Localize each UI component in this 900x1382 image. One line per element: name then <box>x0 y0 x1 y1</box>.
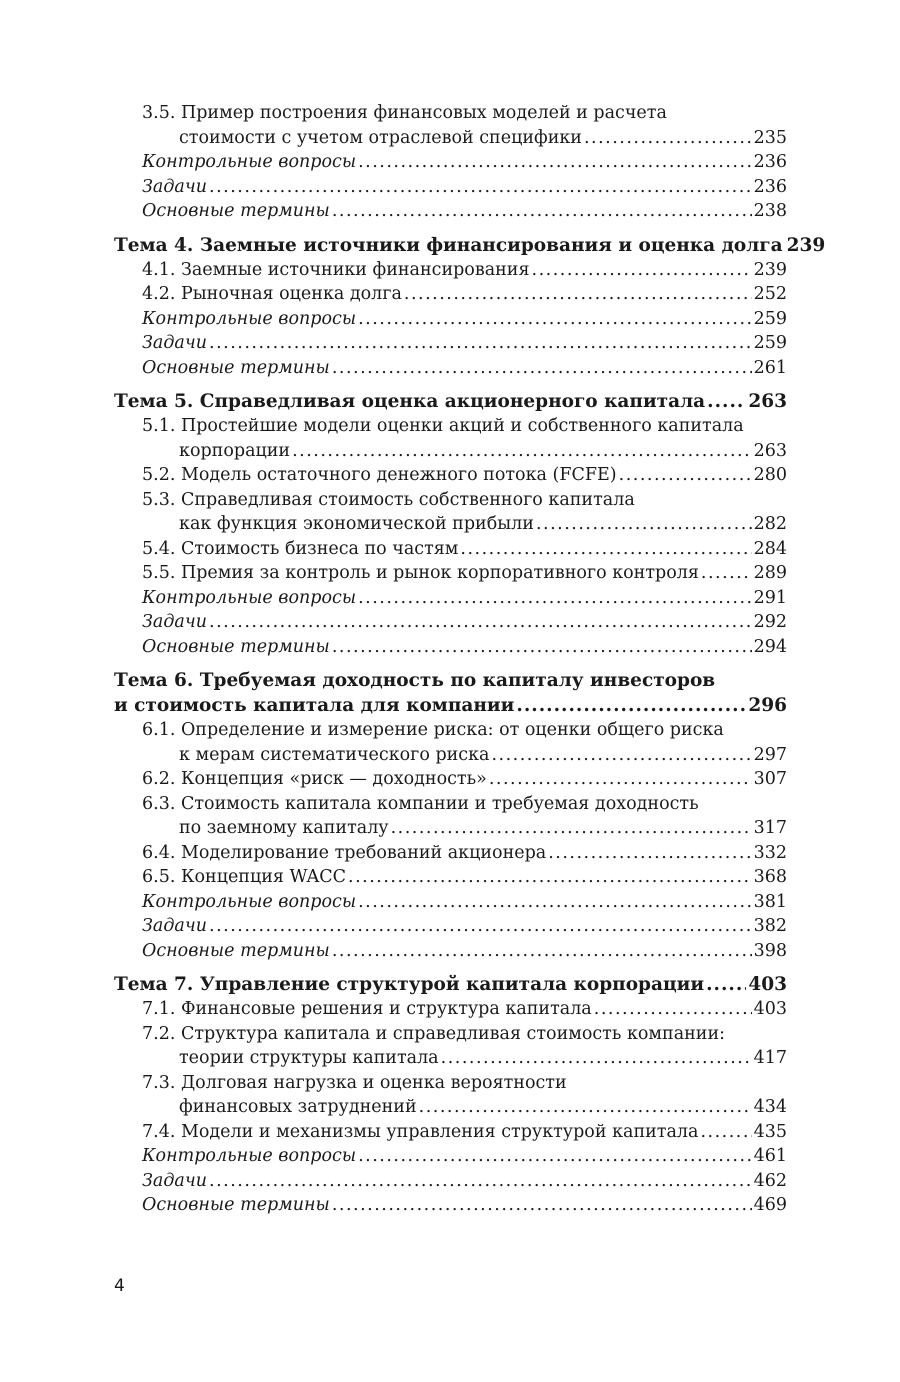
toc-entry-label: 4.1. Заемные источники финансирования <box>142 259 530 280</box>
toc-entry-label: теории структуры капитала <box>179 1048 439 1068</box>
toc-entry-label: Основные термины <box>142 201 330 221</box>
toc-entry-4-1 <box>114 258 787 283</box>
toc-entry-label: Задачи <box>142 612 208 632</box>
toc-topic-label: и стоимость капитала для компании <box>114 695 515 716</box>
toc-page-number: 239 <box>753 259 787 280</box>
toc-page-number: 289 <box>753 563 787 583</box>
toc-entry-5-1 <box>114 414 787 439</box>
leader-dots <box>358 890 752 915</box>
toc-entry-label: 7.2. Структура капитала и справедливая стоимость компании: <box>142 1023 726 1044</box>
leader-dots <box>209 610 752 635</box>
toc-entry-label: Контрольные вопросы <box>142 308 357 329</box>
leader-dots <box>707 389 746 414</box>
toc-entry-tasks <box>114 610 787 635</box>
toc-entry-label: Контрольные вопросы <box>142 152 357 172</box>
toc-page-number: 382 <box>753 916 787 936</box>
toc-entry-control-questions <box>114 150 787 175</box>
toc-page-number: 252 <box>753 284 787 304</box>
toc-entry-label: как функция экономической прибыли <box>179 514 534 534</box>
toc-entry-label: 5.4. Стоимость бизнеса по частям <box>142 538 459 559</box>
toc-entry-key-terms <box>114 356 787 381</box>
toc-entry-label: 5.3. Справедливая стоимость собственного капитала <box>142 489 635 510</box>
leader-dots <box>419 1095 752 1120</box>
toc-page-number: 434 <box>753 1097 787 1117</box>
page-number: 4 <box>114 1276 125 1296</box>
toc-page-number: 280 <box>753 465 787 485</box>
toc-entry-label: 7.4. Модели и механизмы управления структурой капитала <box>142 1121 699 1142</box>
toc-entry-5-1-cont <box>114 439 787 464</box>
toc-topic-label: Тема 4. Заемные источники финансирования и оценка долга <box>114 234 783 256</box>
leader-dots <box>584 126 752 151</box>
toc-entry-label: стоимости с учетом отраслевой специфики <box>179 127 582 148</box>
toc-page-number: 236 <box>753 176 787 197</box>
toc-entry-label: Основные термины <box>142 940 330 961</box>
leader-dots <box>332 1193 752 1218</box>
toc-entry-key-terms <box>114 199 787 224</box>
toc-page-number: 296 <box>748 695 787 716</box>
toc-page-number: 461 <box>753 1146 787 1166</box>
toc-entry-5-2 <box>114 463 787 488</box>
toc-entry-label: Задачи <box>142 916 208 936</box>
toc-page-number: 403 <box>753 999 787 1019</box>
toc-page-number: 317 <box>753 818 787 838</box>
leader-dots <box>548 841 751 866</box>
toc-entry-tasks <box>114 331 787 356</box>
toc-page-number: 259 <box>753 333 787 353</box>
toc-entry-label: 3.5. Пример построения финансовых моделей и расчета <box>142 103 667 123</box>
toc-page-number: 435 <box>753 1121 787 1142</box>
leader-dots <box>332 199 752 224</box>
leader-dots <box>706 972 746 997</box>
leader-dots <box>619 463 752 488</box>
toc-entry-label: по заемному капиталу <box>179 818 389 838</box>
toc-page-number: 261 <box>753 357 787 378</box>
toc-entry-7-2 <box>114 1022 787 1047</box>
toc-entry-label: Основные термины <box>142 1195 330 1215</box>
toc-entry-key-terms <box>114 1193 787 1218</box>
toc-page-number: 284 <box>753 538 787 559</box>
toc-page-number: 417 <box>753 1048 787 1068</box>
leader-dots <box>358 1144 752 1169</box>
toc-page-number: 462 <box>753 1170 787 1191</box>
leader-dots <box>460 537 751 562</box>
toc-page-number: 469 <box>753 1195 787 1215</box>
leader-dots <box>516 693 746 718</box>
toc-entry-label: Задачи <box>142 333 208 353</box>
toc-entry-7-1 <box>114 997 787 1022</box>
leader-dots <box>209 1169 752 1194</box>
toc-entry-6-4 <box>114 841 787 866</box>
toc-page-number: 238 <box>753 201 787 221</box>
toc-page-number: 259 <box>753 308 787 329</box>
leader-dots <box>332 939 752 964</box>
toc-entry-control-questions <box>114 307 787 332</box>
toc-entry-7-4 <box>114 1120 787 1145</box>
toc-entry-6-1 <box>114 718 787 743</box>
toc-page-number: 235 <box>753 127 787 148</box>
toc-entry-label: 6.5. Концепция WACC <box>142 867 347 887</box>
toc-page-number: 381 <box>753 891 787 912</box>
toc-page-number: 307 <box>753 769 787 789</box>
toc-entry-5-3-cont <box>114 512 787 537</box>
toc-page-number: 294 <box>753 636 787 657</box>
leader-dots <box>209 175 752 200</box>
leader-dots <box>332 635 752 660</box>
toc-entry-label: Контрольные вопросы <box>142 587 357 608</box>
toc-entry-5-5 <box>114 561 787 586</box>
leader-dots <box>491 743 751 768</box>
toc-page-number: 263 <box>748 391 787 412</box>
toc-topic-7 <box>114 972 787 997</box>
toc-page-number: 263 <box>753 440 787 461</box>
leader-dots <box>701 561 752 586</box>
leader-dots <box>404 282 752 307</box>
toc-topic-4 <box>114 233 826 258</box>
toc-page-number: 368 <box>753 867 787 887</box>
leader-dots <box>391 816 752 841</box>
toc-entry-label: Задачи <box>142 1170 208 1191</box>
toc-entry-control-questions <box>114 586 787 611</box>
toc-entry-key-terms <box>114 635 787 660</box>
toc-entry-7-3 <box>114 1071 787 1096</box>
toc-topic-label: Тема 5. Справедливая оценка акционерного капитала <box>114 391 706 412</box>
toc-page-number: 236 <box>753 152 787 172</box>
toc-page-number: 282 <box>753 514 787 534</box>
toc-entry-tasks <box>114 1169 787 1194</box>
leader-dots <box>358 150 752 175</box>
toc-entry-label: 6.3. Стоимость капитала компании и требуемая доходность <box>142 793 699 814</box>
toc-entry-7-3-cont <box>114 1095 787 1120</box>
toc-page-number: 239 <box>786 234 826 256</box>
leader-dots <box>292 439 752 464</box>
toc-entry-label: Задачи <box>142 176 208 197</box>
toc-entry-label: 5.1. Простейшие модели оценки акций и собственного капитала <box>142 416 744 436</box>
table-of-contents <box>114 101 826 1218</box>
toc-entry-tasks <box>114 175 787 200</box>
toc-entry-label: 6.4. Моделирование требований акционера <box>142 842 547 863</box>
toc-entry-6-5 <box>114 865 787 890</box>
toc-entry-label: к мерам систематического риска <box>179 744 490 765</box>
toc-entry-5-4 <box>114 537 787 562</box>
toc-entry-label: 4.2. Рыночная оценка долга <box>142 284 402 304</box>
toc-entry-6-3 <box>114 792 787 817</box>
leader-dots <box>489 767 752 792</box>
toc-entry-6-1-cont <box>114 743 787 768</box>
toc-entry-3-5 <box>114 101 787 126</box>
toc-topic-label: Тема 7. Управление структурой капитала корпорации <box>114 974 705 995</box>
toc-entry-label: 5.2. Модель остаточного денежного потока (FCFE) <box>142 465 617 485</box>
toc-topic-6 <box>114 668 787 693</box>
toc-page-number: 403 <box>748 974 787 995</box>
toc-topic-5 <box>114 389 787 414</box>
toc-entry-control-questions <box>114 1144 787 1169</box>
leader-dots <box>348 865 752 890</box>
toc-entry-control-questions <box>114 890 787 915</box>
toc-entry-5-3 <box>114 488 787 513</box>
leader-dots <box>441 1046 752 1071</box>
leader-dots <box>358 307 752 332</box>
toc-topic-6-cont <box>114 693 787 718</box>
leader-dots <box>209 914 752 939</box>
toc-entry-label: 6.2. Концепция «риск — доходность» <box>142 769 487 789</box>
toc-entry-label: Контрольные вопросы <box>142 891 357 912</box>
toc-page-number: 297 <box>753 744 787 765</box>
toc-entry-label: Основные термины <box>142 636 330 657</box>
toc-entry-tasks <box>114 914 787 939</box>
leader-dots <box>209 331 752 356</box>
toc-entry-6-3-cont <box>114 816 787 841</box>
toc-entry-label: Основные термины <box>142 357 330 378</box>
toc-entry-label: корпорации <box>179 440 291 461</box>
toc-entry-6-2 <box>114 767 787 792</box>
leader-dots <box>594 997 752 1022</box>
toc-entry-7-2-cont <box>114 1046 787 1071</box>
toc-page-number: 398 <box>753 940 787 961</box>
toc-page-number: 292 <box>753 612 787 632</box>
leader-dots <box>536 512 752 537</box>
toc-page-number: 291 <box>753 587 787 608</box>
toc-entry-3-5-cont <box>114 126 787 151</box>
leader-dots <box>700 1120 751 1145</box>
toc-entry-label: 7.1. Финансовые решения и структура капитала <box>142 999 592 1019</box>
toc-entry-label: 6.1. Определение и измерение риска: от оценки общего риска <box>142 720 724 740</box>
leader-dots <box>332 356 752 381</box>
toc-entry-key-terms <box>114 939 787 964</box>
toc-entry-label: финансовых затруднений <box>179 1097 417 1117</box>
leader-dots <box>532 258 752 283</box>
toc-page-number: 332 <box>753 842 787 863</box>
toc-entry-label: 7.3. Долговая нагрузка и оценка вероятности <box>142 1072 567 1093</box>
toc-topic-label: Тема 6. Требуемая доходность по капиталу инвесторов <box>114 670 716 691</box>
toc-entry-4-2 <box>114 282 787 307</box>
toc-entry-label: Контрольные вопросы <box>142 1146 357 1166</box>
toc-entry-label: 5.5. Премия за контроль и рынок корпоративного контроля <box>142 563 699 583</box>
leader-dots <box>358 586 752 611</box>
